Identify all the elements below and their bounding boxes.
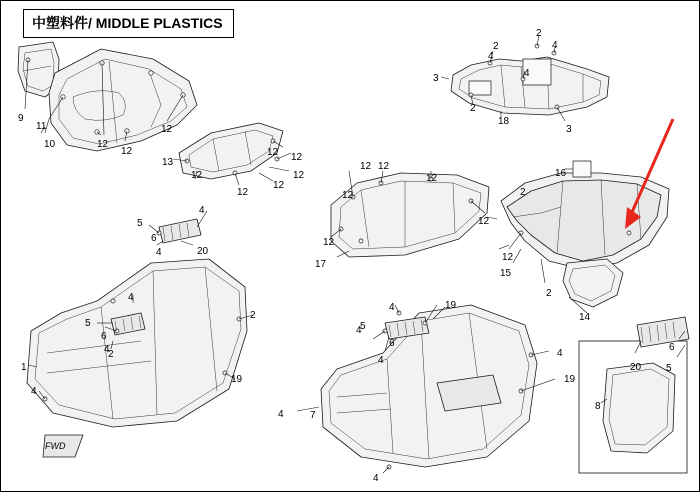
callout-5[interactable]: 5: [666, 363, 672, 374]
callout-4[interactable]: 4: [31, 386, 37, 397]
callout-4[interactable]: 4: [524, 68, 530, 79]
callout-4[interactable]: 4: [104, 344, 110, 355]
callout-4[interactable]: 4: [552, 40, 558, 51]
callout-12[interactable]: 12: [323, 237, 335, 248]
callout-5[interactable]: 5: [137, 218, 143, 229]
callout-6[interactable]: 6: [669, 342, 675, 353]
callout-4[interactable]: 4: [356, 325, 362, 336]
callout-16[interactable]: 16: [555, 168, 567, 179]
callout-2[interactable]: 2: [470, 103, 476, 114]
callout-4[interactable]: 4: [373, 473, 379, 484]
callout-3[interactable]: 3: [433, 73, 439, 84]
callout-4[interactable]: 4: [389, 302, 395, 313]
callout-2[interactable]: 2: [520, 187, 526, 198]
callout-4[interactable]: 4: [378, 355, 384, 366]
callout-20[interactable]: 20: [630, 362, 642, 373]
part-group-left-floorboard: [27, 211, 253, 427]
callout-6[interactable]: 6: [151, 233, 157, 244]
callout-9[interactable]: 9: [18, 113, 24, 124]
callout-4[interactable]: 4: [156, 247, 162, 258]
callout-12[interactable]: 12: [342, 190, 354, 201]
page-title-box: [23, 9, 234, 38]
callout-8[interactable]: 8: [595, 401, 601, 412]
callout-2[interactable]: 2: [250, 310, 256, 321]
callout-5[interactable]: 5: [360, 321, 366, 332]
callout-6[interactable]: 6: [101, 331, 107, 342]
callout-5[interactable]: 5: [85, 318, 91, 329]
callout-19[interactable]: 19: [564, 374, 576, 385]
callout-19[interactable]: 19: [231, 374, 243, 385]
callout-2[interactable]: 2: [108, 349, 114, 360]
callout-12[interactable]: 12: [426, 173, 438, 184]
callout-14[interactable]: 14: [579, 312, 591, 323]
callout-7[interactable]: 7: [310, 410, 316, 421]
callout-12[interactable]: 12: [121, 146, 133, 157]
callout-4[interactable]: 4: [199, 205, 205, 216]
callout-12[interactable]: 12: [191, 170, 203, 181]
callout-12[interactable]: 12: [273, 180, 285, 191]
callout-12[interactable]: 12: [267, 147, 279, 158]
callout-10[interactable]: 10: [44, 139, 56, 150]
callout-13[interactable]: 13: [162, 157, 174, 168]
callout-12[interactable]: 12: [237, 187, 249, 198]
part-group-cover-14: [563, 259, 623, 313]
part-group-right-floorboard: [297, 302, 555, 473]
diagram-artwork: [1, 1, 700, 493]
callout-4[interactable]: 4: [128, 292, 134, 303]
callout-4[interactable]: 4: [557, 348, 563, 359]
page-title: 中塑料件/ MIDDLE PLASTICS: [32, 15, 223, 31]
callout-1[interactable]: 1: [21, 362, 27, 373]
part-group-center-long-panel-17: [331, 171, 489, 257]
callout-12[interactable]: 12: [291, 152, 303, 163]
callout-17[interactable]: 17: [315, 259, 327, 270]
part-group-left-side-panel: [41, 49, 197, 151]
callout-11[interactable]: 11: [36, 121, 47, 132]
callout-4[interactable]: 4: [278, 409, 284, 420]
part-group-boxed-detail: [579, 317, 689, 473]
callout-12[interactable]: 12: [360, 161, 372, 172]
callout-3[interactable]: 3: [566, 124, 572, 135]
callout-20[interactable]: 20: [197, 246, 209, 257]
fwd-label: FWD: [45, 441, 66, 451]
callout-2[interactable]: 2: [536, 28, 542, 39]
callout-18[interactable]: 18: [498, 116, 510, 127]
callout-4[interactable]: 4: [488, 51, 494, 62]
callout-2[interactable]: 2: [546, 288, 552, 299]
callout-15[interactable]: 15: [500, 268, 512, 279]
callout-12[interactable]: 12: [97, 139, 109, 150]
callout-12[interactable]: 12: [502, 252, 514, 263]
callout-12[interactable]: 12: [378, 161, 390, 172]
callout-19[interactable]: 19: [445, 300, 457, 311]
callout-12[interactable]: 12: [161, 124, 173, 135]
callout-2[interactable]: 2: [493, 41, 499, 52]
callout-12[interactable]: 12: [478, 216, 490, 227]
callout-6[interactable]: 6: [389, 338, 395, 349]
callout-12[interactable]: 12: [293, 170, 305, 181]
